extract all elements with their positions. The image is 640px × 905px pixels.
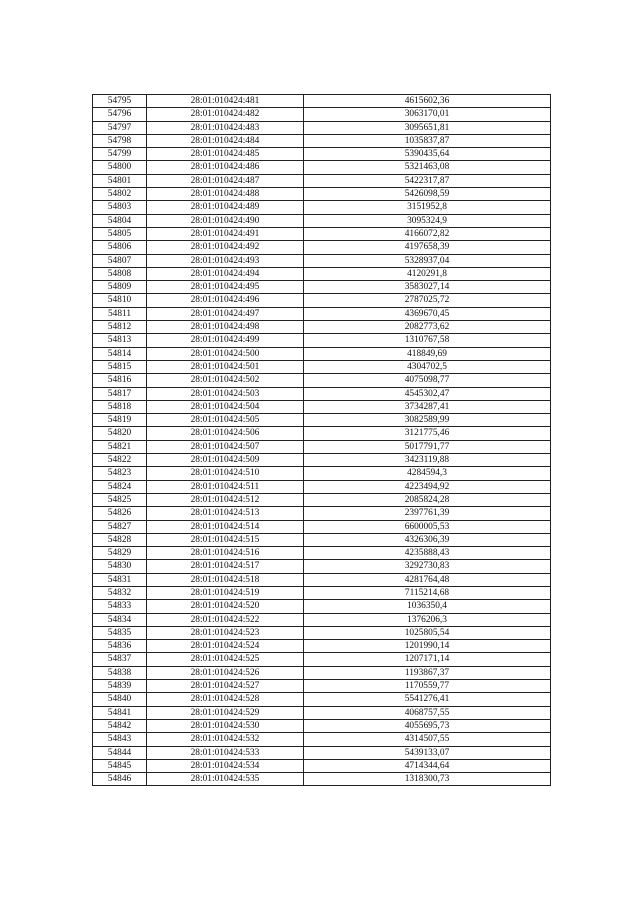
cadastral-number-cell: 28:01:010424:486 xyxy=(147,161,304,174)
table-row xyxy=(93,666,551,679)
cadastral-number-cell: 28:01:010424:485 xyxy=(147,148,304,161)
row-number-cell: 54826 xyxy=(93,507,147,520)
cadastral-number-cell: 28:01:010424:505 xyxy=(147,414,304,427)
cadastral-number-cell: 28:01:010424:530 xyxy=(147,719,304,732)
cadastral-number-cell: 28:01:010424:501 xyxy=(147,360,304,373)
table-row xyxy=(93,467,551,480)
table-row xyxy=(93,706,551,719)
table-row xyxy=(93,95,551,108)
row-number-cell: 54829 xyxy=(93,547,147,560)
cadastral-number-cell: 28:01:010424:491 xyxy=(147,227,304,240)
table-row xyxy=(93,560,551,573)
cadastral-number-cell: 28:01:010424:481 xyxy=(147,95,304,108)
table-row xyxy=(93,134,551,147)
table-row xyxy=(93,174,551,187)
row-number-cell: 54807 xyxy=(93,254,147,267)
table-row xyxy=(93,227,551,240)
table-row xyxy=(93,613,551,626)
cadastral-value-cell: 4281764,48 xyxy=(304,573,551,586)
cadastral-number-cell: 28:01:010424:494 xyxy=(147,267,304,280)
cadastral-value-cell: 3082589,99 xyxy=(304,414,551,427)
row-number-cell: 54805 xyxy=(93,227,147,240)
cadastral-number-cell: 28:01:010424:509 xyxy=(147,454,304,467)
table-row xyxy=(93,680,551,693)
table-row xyxy=(93,201,551,214)
cadastral-value-cell: 4304702,5 xyxy=(304,360,551,373)
cadastral-number-cell: 28:01:010424:498 xyxy=(147,321,304,334)
table-row xyxy=(93,547,551,560)
cadastral-value-cell: 4545302,47 xyxy=(304,387,551,400)
table-row xyxy=(93,586,551,599)
row-number-cell: 54816 xyxy=(93,374,147,387)
cadastral-number-cell: 28:01:010424:518 xyxy=(147,573,304,586)
cadastral-number-cell: 28:01:010424:506 xyxy=(147,427,304,440)
table-row xyxy=(93,653,551,666)
cadastral-number-cell: 28:01:010424:500 xyxy=(147,347,304,360)
cadastral-value-cell: 2787025,72 xyxy=(304,294,551,307)
table-row xyxy=(93,188,551,201)
cadastral-value-cell: 1170559,77 xyxy=(304,680,551,693)
cadastral-number-cell: 28:01:010424:493 xyxy=(147,254,304,267)
cadastral-value-cell: 3734287,41 xyxy=(304,400,551,413)
cadastral-value-cell: 4714344,64 xyxy=(304,759,551,772)
table-row xyxy=(93,773,551,786)
row-number-cell: 54843 xyxy=(93,733,147,746)
table-row xyxy=(93,427,551,440)
table-row xyxy=(93,454,551,467)
row-number-cell: 54806 xyxy=(93,241,147,254)
cadastral-number-cell: 28:01:010424:532 xyxy=(147,733,304,746)
table-row xyxy=(93,347,551,360)
cadastral-value-cell: 7115214,68 xyxy=(304,586,551,599)
cadastral-number-cell: 28:01:010424:525 xyxy=(147,653,304,666)
table-row xyxy=(93,294,551,307)
row-number-cell: 54835 xyxy=(93,626,147,639)
row-number-cell: 54828 xyxy=(93,533,147,546)
cadastral-value-cell: 1207171,14 xyxy=(304,653,551,666)
table-row xyxy=(93,746,551,759)
table-row xyxy=(93,321,551,334)
cadastral-number-cell: 28:01:010424:528 xyxy=(147,693,304,706)
table-row xyxy=(93,267,551,280)
row-number-cell: 54798 xyxy=(93,134,147,147)
cadastral-value-cell: 2082773,62 xyxy=(304,321,551,334)
cadastral-number-cell: 28:01:010424:527 xyxy=(147,680,304,693)
cadastral-value-cell: 5422317,87 xyxy=(304,174,551,187)
cadastral-number-cell: 28:01:010424:519 xyxy=(147,586,304,599)
cadastral-value-cell: 3423119,88 xyxy=(304,454,551,467)
table-row xyxy=(93,281,551,294)
cadastral-number-cell: 28:01:010424:484 xyxy=(147,134,304,147)
cadastral-number-cell: 28:01:010424:520 xyxy=(147,600,304,613)
row-number-cell: 54796 xyxy=(93,108,147,121)
table-row xyxy=(93,254,551,267)
row-number-cell: 54814 xyxy=(93,347,147,360)
table-row xyxy=(93,719,551,732)
row-number-cell: 54833 xyxy=(93,600,147,613)
cadastral-number-cell: 28:01:010424:511 xyxy=(147,480,304,493)
cadastral-value-cell: 4120291,8 xyxy=(304,267,551,280)
cadastral-value-cell: 4166072,82 xyxy=(304,227,551,240)
row-number-cell: 54810 xyxy=(93,294,147,307)
cadastral-number-cell: 28:01:010424:515 xyxy=(147,533,304,546)
row-number-cell: 54819 xyxy=(93,414,147,427)
row-number-cell: 54840 xyxy=(93,693,147,706)
cadastral-value-cell: 3151952,8 xyxy=(304,201,551,214)
row-number-cell: 54802 xyxy=(93,188,147,201)
row-number-cell: 54846 xyxy=(93,773,147,786)
cadastral-value-cell: 5541276,41 xyxy=(304,693,551,706)
cadastral-value-cell: 4326306,39 xyxy=(304,533,551,546)
row-number-cell: 54821 xyxy=(93,440,147,453)
table-row xyxy=(93,440,551,453)
row-number-cell: 54825 xyxy=(93,493,147,506)
cadastral-number-cell: 28:01:010424:483 xyxy=(147,121,304,134)
cadastral-value-cell: 4197658,39 xyxy=(304,241,551,254)
row-number-cell: 54839 xyxy=(93,680,147,693)
cadastral-number-cell: 28:01:010424:496 xyxy=(147,294,304,307)
table-row xyxy=(93,759,551,772)
cadastral-value-cell: 3121775,46 xyxy=(304,427,551,440)
table-row xyxy=(93,600,551,613)
row-number-cell: 54822 xyxy=(93,454,147,467)
cadastral-number-cell: 28:01:010424:516 xyxy=(147,547,304,560)
cadastral-number-cell: 28:01:010424:522 xyxy=(147,613,304,626)
table-row xyxy=(93,693,551,706)
row-number-cell: 54832 xyxy=(93,586,147,599)
row-number-cell: 54801 xyxy=(93,174,147,187)
cadastral-value-cell: 1025805,54 xyxy=(304,626,551,639)
table-row xyxy=(93,573,551,586)
cadastral-value-cell: 418849,69 xyxy=(304,347,551,360)
cadastral-value-cell: 5328937,04 xyxy=(304,254,551,267)
cadastral-value-cell: 1310767,58 xyxy=(304,334,551,347)
cadastral-number-cell: 28:01:010424:504 xyxy=(147,400,304,413)
cadastral-number-cell: 28:01:010424:495 xyxy=(147,281,304,294)
table-row xyxy=(93,108,551,121)
table-row xyxy=(93,533,551,546)
cadastral-value-cell: 3095324,9 xyxy=(304,214,551,227)
cadastral-number-cell: 28:01:010424:512 xyxy=(147,493,304,506)
table-row xyxy=(93,360,551,373)
cadastral-value-cell: 4055695,73 xyxy=(304,719,551,732)
row-number-cell: 54799 xyxy=(93,148,147,161)
table-row xyxy=(93,387,551,400)
table-row xyxy=(93,414,551,427)
cadastral-number-cell: 28:01:010424:497 xyxy=(147,307,304,320)
table-row xyxy=(93,241,551,254)
cadastral-number-cell: 28:01:010424:492 xyxy=(147,241,304,254)
table-row xyxy=(93,121,551,134)
table-row xyxy=(93,400,551,413)
row-number-cell: 54803 xyxy=(93,201,147,214)
cadastral-number-cell: 28:01:010424:488 xyxy=(147,188,304,201)
cadastral-number-cell: 28:01:010424:489 xyxy=(147,201,304,214)
cadastral-value-cell: 2397761,39 xyxy=(304,507,551,520)
table-row xyxy=(93,640,551,653)
cadastral-number-cell: 28:01:010424:517 xyxy=(147,560,304,573)
row-number-cell: 54797 xyxy=(93,121,147,134)
cadastral-value-cell: 3063170,01 xyxy=(304,108,551,121)
cadastral-number-cell: 28:01:010424:490 xyxy=(147,214,304,227)
cadastral-value-cell: 4284594,3 xyxy=(304,467,551,480)
row-number-cell: 54813 xyxy=(93,334,147,347)
cadastral-value-cell: 6600005,53 xyxy=(304,520,551,533)
cadastral-value-cell: 1318300,73 xyxy=(304,773,551,786)
table-row xyxy=(93,148,551,161)
cadastral-value-cell: 4068757,55 xyxy=(304,706,551,719)
row-number-cell: 54818 xyxy=(93,400,147,413)
cadastral-number-cell: 28:01:010424:513 xyxy=(147,507,304,520)
row-number-cell: 54804 xyxy=(93,214,147,227)
cadastral-value-cell: 3095651,81 xyxy=(304,121,551,134)
cadastral-value-cell: 4223494,92 xyxy=(304,480,551,493)
row-number-cell: 54841 xyxy=(93,706,147,719)
row-number-cell: 54809 xyxy=(93,281,147,294)
table-row xyxy=(93,214,551,227)
cadastral-number-cell: 28:01:010424:482 xyxy=(147,108,304,121)
cadastral-number-cell: 28:01:010424:503 xyxy=(147,387,304,400)
cadastral-value-cell: 4369670,45 xyxy=(304,307,551,320)
row-number-cell: 54842 xyxy=(93,719,147,732)
cadastral-value-cell: 1035837,87 xyxy=(304,134,551,147)
cadastral-value-cell: 1036350,4 xyxy=(304,600,551,613)
row-number-cell: 54831 xyxy=(93,573,147,586)
cadastral-number-cell: 28:01:010424:533 xyxy=(147,746,304,759)
row-number-cell: 54836 xyxy=(93,640,147,653)
cadastral-value-cell: 4615602,36 xyxy=(304,95,551,108)
row-number-cell: 54823 xyxy=(93,467,147,480)
row-number-cell: 54837 xyxy=(93,653,147,666)
cadastral-number-cell: 28:01:010424:526 xyxy=(147,666,304,679)
cadastral-value-cell: 5426098,59 xyxy=(304,188,551,201)
cadastral-value-cell: 5390435,64 xyxy=(304,148,551,161)
cadastral-value-cell: 4235888,43 xyxy=(304,547,551,560)
cadastral-value-cell: 5321463,08 xyxy=(304,161,551,174)
row-number-cell: 54811 xyxy=(93,307,147,320)
cadastral-value-cell: 5439133,07 xyxy=(304,746,551,759)
cadastral-number-cell: 28:01:010424:487 xyxy=(147,174,304,187)
table-row xyxy=(93,507,551,520)
row-number-cell: 54834 xyxy=(93,613,147,626)
row-number-cell: 54820 xyxy=(93,427,147,440)
cadastral-number-cell: 28:01:010424:524 xyxy=(147,640,304,653)
cadastral-value-cell: 2085824,28 xyxy=(304,493,551,506)
table-row xyxy=(93,480,551,493)
table-row xyxy=(93,334,551,347)
row-number-cell: 54800 xyxy=(93,161,147,174)
table-row xyxy=(93,626,551,639)
cadastral-number-cell: 28:01:010424:499 xyxy=(147,334,304,347)
cadastral-number-cell: 28:01:010424:535 xyxy=(147,773,304,786)
row-number-cell: 54808 xyxy=(93,267,147,280)
cadastral-value-cell: 1193867,37 xyxy=(304,666,551,679)
table-row xyxy=(93,307,551,320)
row-number-cell: 54830 xyxy=(93,560,147,573)
table-row xyxy=(93,733,551,746)
row-number-cell: 54844 xyxy=(93,746,147,759)
row-number-cell: 54845 xyxy=(93,759,147,772)
cadastral-number-cell: 28:01:010424:507 xyxy=(147,440,304,453)
table-row xyxy=(93,520,551,533)
row-number-cell: 54817 xyxy=(93,387,147,400)
cadastral-value-cell: 5017791,77 xyxy=(304,440,551,453)
cadastral-value-cell: 4314507,55 xyxy=(304,733,551,746)
table-row xyxy=(93,161,551,174)
row-number-cell: 54838 xyxy=(93,666,147,679)
cadastral-number-cell: 28:01:010424:510 xyxy=(147,467,304,480)
table-row xyxy=(93,493,551,506)
table-body xyxy=(93,95,551,786)
cadastral-number-cell: 28:01:010424:523 xyxy=(147,626,304,639)
row-number-cell: 54824 xyxy=(93,480,147,493)
cadastral-number-cell: 28:01:010424:514 xyxy=(147,520,304,533)
row-number-cell: 54815 xyxy=(93,360,147,373)
cadastral-value-cell: 4075098,77 xyxy=(304,374,551,387)
row-number-cell: 54795 xyxy=(93,95,147,108)
cadastral-value-cell: 3583027,14 xyxy=(304,281,551,294)
cadastral-number-cell: 28:01:010424:529 xyxy=(147,706,304,719)
row-number-cell: 54827 xyxy=(93,520,147,533)
table-row xyxy=(93,374,551,387)
cadastral-value-cell: 3292730,83 xyxy=(304,560,551,573)
cadastral-number-cell: 28:01:010424:502 xyxy=(147,374,304,387)
cadastral-value-cell: 1376206,3 xyxy=(304,613,551,626)
cadastral-value-table xyxy=(92,94,551,786)
cadastral-number-cell: 28:01:010424:534 xyxy=(147,759,304,772)
row-number-cell: 54812 xyxy=(93,321,147,334)
cadastral-value-cell: 1201990,14 xyxy=(304,640,551,653)
